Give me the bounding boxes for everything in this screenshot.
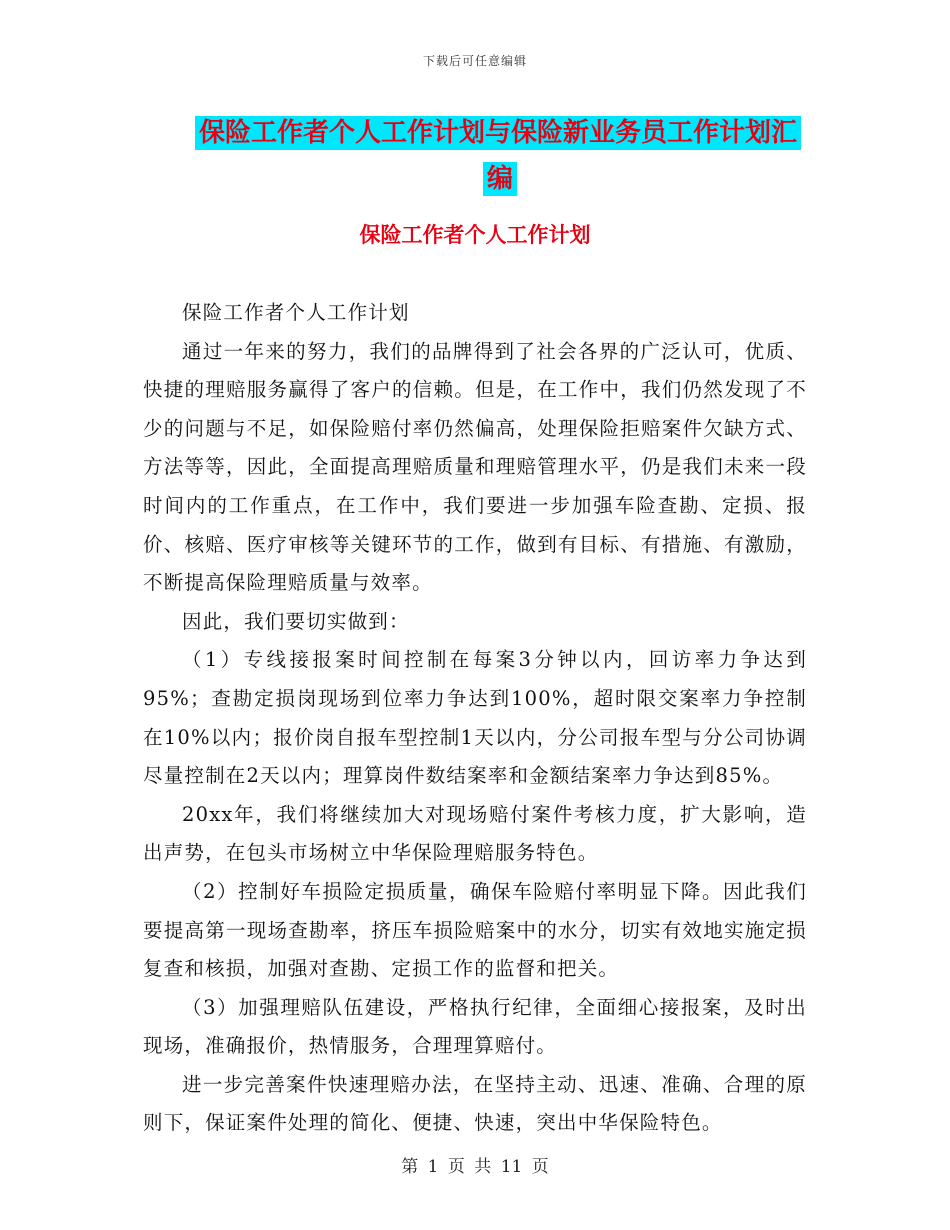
- section-title: 保险工作者个人工作计划: [359, 222, 591, 247]
- paragraph: 通过一年来的努力，我们的品牌得到了社会各界的广泛认可，优质、快捷的理赔服务赢得了客户的信赖。但是，在工作中，我们仍然发现了不少的问题与不足，如保险赔付率仍然偏高，处理保险拒赔案件欠缺方式、方法等等，因此，全面提高理赔质量和理赔管理水平，仍是我们未来一段时间内的工作重点，在工作中，我们要进一步加强车险查勘、定损、报价、核赔、医疗审核等关键环节的工作，做到有目标、有措施、有激励，不断提高保险理赔质量与效率。: [143, 339, 807, 595]
- header-note: 下载后可任意编辑: [422, 54, 527, 68]
- document-body: [143, 294, 807, 1143]
- paragraph: （1）专线接报案时间控制在每案3分钟以内，回访率力争达到95%；查勘定损岗现场到位率力争达到100%，超时限交案率力争控制在10%以内；报价岗自报车型控制1天以内，分公司报车型与分公司协调尽量控制在2天以内；理算岗件数结案率和金额结案率力争达到85%。: [143, 648, 807, 788]
- main-title: [185, 110, 815, 202]
- paragraph: 因此，我们要切实做到：: [182, 609, 410, 633]
- paragraph: 进一步完善案件快速理赔办法，在坚持主动、迅速、准确、合理的原则下，保证案件处理的简化、便捷、快速，突出中华保险特色。: [143, 1072, 807, 1135]
- paragraph: （3）加强理赔队伍建设，严格执行纪律，全面细心接报案，及时出现场，准确报价，热情服务，合理理算赔付。: [143, 995, 807, 1058]
- paragraph: （2）控制好车损险定损质量，确保车险赔付率明显下降。因此我们要提高第一现场查勘率，挤压车损险赔案中的水分，切实有效地实施定损复查和核损，加强对查勘、定损工作的监督和把关。: [143, 879, 807, 981]
- page-number-footer: 第 1 页 共 11 页: [401, 1157, 549, 1177]
- paragraph: 20xx年，我们将继续加大对现场赔付案件考核力度，扩大影响，造出声势，在包头市场树立中华保险理赔服务特色。: [143, 802, 807, 865]
- paragraph: 保险工作者个人工作计划: [182, 301, 410, 324]
- main-title-text: 保险工作者个人工作计划与保险新业务员工作计划汇编: [195, 116, 801, 196]
